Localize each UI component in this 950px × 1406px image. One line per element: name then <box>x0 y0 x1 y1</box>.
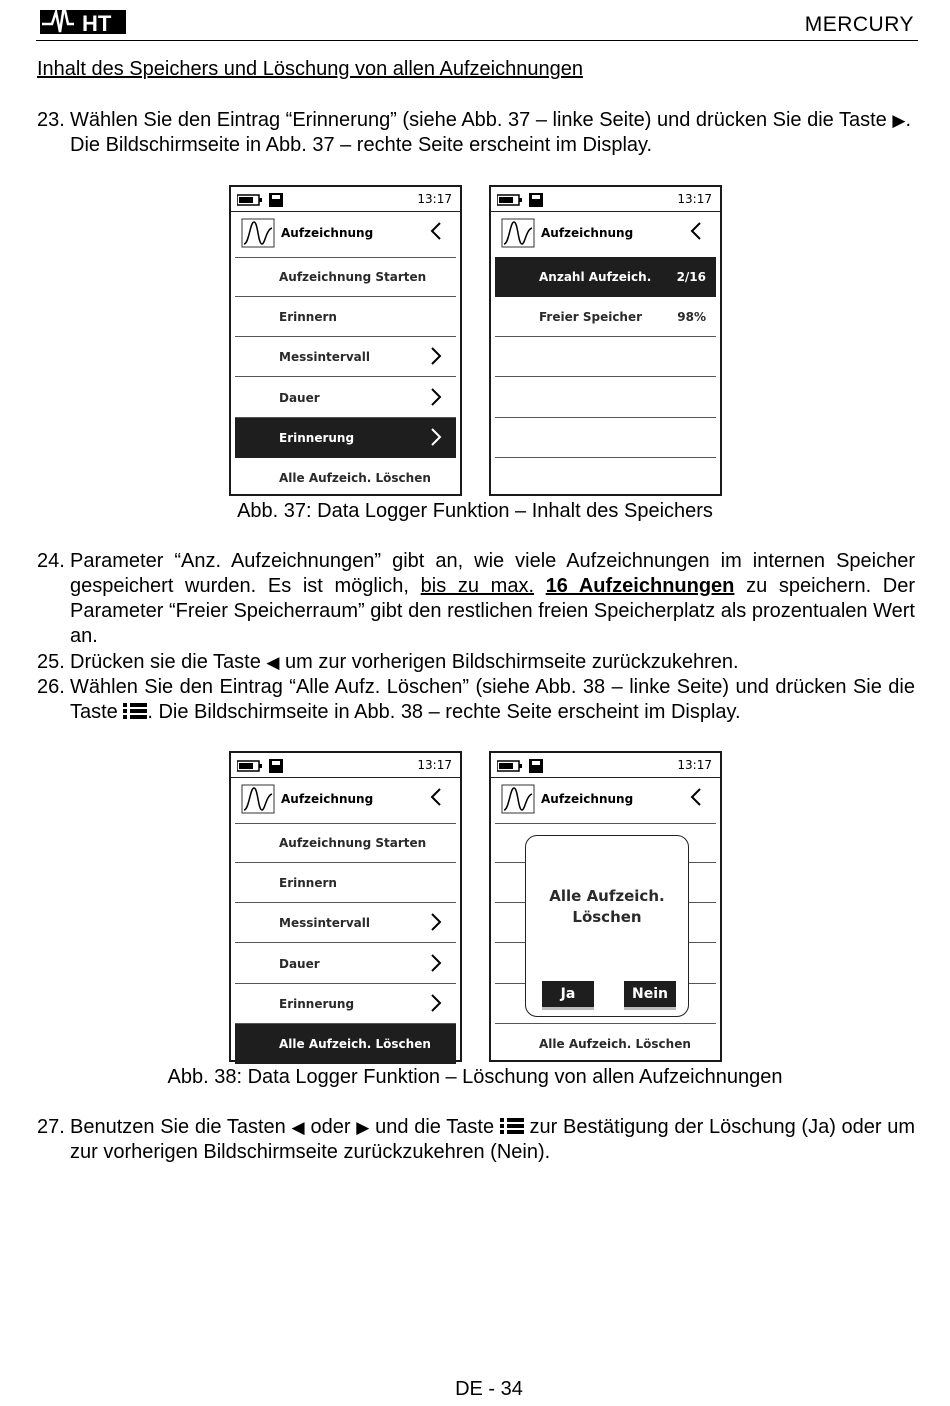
menu-item-label: Dauer <box>279 391 320 405</box>
step-text-or: oder <box>310 1116 351 1138</box>
menu-header <box>235 777 456 824</box>
row-label: Freier Speicher <box>539 310 643 324</box>
fig38-right-screen <box>489 751 722 1062</box>
step-text-cont: . Die Bildschirmseite in Abb. 38 – rechte Seite erscheint im Display. <box>147 701 741 723</box>
bold-underlined-text: 16 Aufzeichnungen <box>545 575 735 597</box>
battery-memory-icon <box>237 193 287 207</box>
menu-title: Aufzeichnung <box>541 792 634 806</box>
brand-text: HT <box>82 11 112 36</box>
section-title: Inhalt des Speichers und Löschung von allen Aufzeichnungen <box>37 58 583 80</box>
menu-item-label: Aufzeichnung Starten <box>279 270 427 284</box>
menu-item-label: Alle Aufzeich. Löschen <box>279 1037 431 1051</box>
step-text: Wählen Sie den Eintrag “Erinnerung” (siehe Abb. 37 – linke Seite) und drücken Sie die Taste <box>70 109 887 131</box>
step-number: 27. <box>37 1116 65 1138</box>
clock: 13:17 <box>417 192 452 206</box>
menu-key-icon <box>500 1117 524 1135</box>
fig37-right-screen <box>489 185 722 496</box>
chevron-right-icon <box>430 953 442 973</box>
menu-item-label: Messintervall <box>279 916 370 930</box>
menu-header <box>235 211 456 258</box>
step-number: 23. <box>37 109 65 131</box>
chevron-right-icon <box>430 427 442 447</box>
step-24 <box>37 549 915 649</box>
empty-row <box>495 418 716 458</box>
battery-memory-icon <box>497 759 547 773</box>
menu-item-label: Alle Aufzeich. Löschen <box>279 471 431 485</box>
menu-item[interactable] <box>235 337 456 377</box>
header-rule <box>36 40 918 41</box>
chevron-right-icon <box>430 387 442 407</box>
fig38-caption: Abb. 38: Data Logger Funktion – Löschung von allen Aufzeichnungen <box>167 1066 783 1088</box>
underlined-text: bis zu max. <box>420 575 535 597</box>
right-arrow-icon: ▶ <box>356 1118 370 1137</box>
menu-title: Aufzeichnung <box>281 792 374 806</box>
left-arrow-icon: ◀ <box>266 653 280 672</box>
clock: 13:17 <box>677 192 712 206</box>
dialog-message <box>526 886 688 928</box>
right-arrow-icon: ▶ <box>892 111 906 130</box>
step-text-and: und die Taste <box>375 1116 495 1138</box>
menu-item-label: Dauer <box>279 957 320 971</box>
confirm-dialog <box>525 835 689 1017</box>
menu-item-label: Alle Aufzeich. Löschen <box>539 1037 691 1051</box>
menu-header <box>495 211 716 258</box>
menu-item[interactable] <box>235 297 456 337</box>
waveform-icon <box>241 784 275 814</box>
chevron-right-icon <box>430 993 442 1013</box>
clock: 13:17 <box>677 758 712 772</box>
dialog-line: Löschen <box>572 908 642 926</box>
ht-logo <box>38 2 130 36</box>
menu-item-label: Aufzeichnung Starten <box>279 836 427 850</box>
menu-item[interactable] <box>235 863 456 903</box>
step-23 <box>37 108 915 158</box>
battery-memory-icon <box>497 193 547 207</box>
fig37-caption: Abb. 37: Data Logger Funktion – Inhalt des Speichers <box>237 500 713 522</box>
menu-item[interactable] <box>235 823 456 863</box>
step-26 <box>37 675 915 725</box>
menu-item-label: Messintervall <box>279 350 370 364</box>
menu-key-icon <box>123 702 147 720</box>
left-arrow-icon: ◀ <box>291 1118 305 1137</box>
step-25 <box>37 650 915 675</box>
step-27 <box>37 1115 915 1165</box>
step-text: Wählen Sie den Eintrag “Alle Aufz. Löschen” (siehe Abb. 38 – linke Seite) und drücken Sie die Taste <box>70 676 915 723</box>
menu-item-label: Erinnerung <box>279 997 355 1011</box>
yes-button[interactable]: Ja <box>542 981 594 1010</box>
row-value: 98% <box>677 310 706 324</box>
step-text-cont: . Die Bildschirmseite in Abb. 37 – rechte Seite erscheint im Display. <box>70 109 911 156</box>
status-bar <box>491 753 720 778</box>
waveform-icon <box>501 784 535 814</box>
menu-item[interactable] <box>235 944 456 984</box>
step-text: Drücken sie die Taste <box>70 651 261 673</box>
step-number: 26. <box>37 676 65 698</box>
menu-header <box>495 777 716 824</box>
menu-item-selected[interactable] <box>235 1024 456 1064</box>
model-name: MERCURY <box>804 13 914 36</box>
menu-item-label: Erinnern <box>279 310 337 324</box>
empty-row <box>495 378 716 418</box>
page-number: DE - 34 <box>455 1378 523 1400</box>
menu-item-selected[interactable] <box>235 418 456 458</box>
step-text: Parameter “Anz. Aufzeichnungen” gibt an, wie viele Aufzeichnungen im internen Speicher gespeichert wurden. Es ist möglich, <box>70 550 915 597</box>
step-text-cont: zu speichern. Der Parameter “Freier Speicherraum” gibt den restlichen freien Speicherplatz als prozentualen Wert an. <box>70 575 916 647</box>
status-bar <box>231 753 460 778</box>
menu-item-label: Erinnern <box>279 876 337 890</box>
row-value: 2/16 <box>676 270 706 284</box>
row-label: Anzahl Aufzeich. <box>539 270 652 284</box>
menu-item[interactable] <box>495 1024 716 1064</box>
menu-item[interactable] <box>235 903 456 943</box>
battery-memory-icon <box>237 759 287 773</box>
waveform-icon <box>241 218 275 248</box>
menu-item[interactable] <box>235 458 456 498</box>
step-number: 25. <box>37 651 65 673</box>
status-bar <box>231 187 460 212</box>
menu-title: Aufzeichnung <box>541 226 634 240</box>
step-text-cont: um zur vorherigen Bildschirmseite zurückzukehren. <box>285 651 739 673</box>
free-memory-row <box>495 297 716 337</box>
back-chevron-icon[interactable] <box>430 221 442 241</box>
menu-item[interactable] <box>235 378 456 418</box>
step-number: 24. <box>37 550 65 572</box>
chevron-right-icon <box>430 346 442 366</box>
empty-row <box>495 337 716 377</box>
chevron-right-icon <box>430 912 442 932</box>
menu-item[interactable] <box>235 257 456 297</box>
no-button[interactable]: Nein <box>624 981 676 1010</box>
dialog-line: Alle Aufzeich. <box>549 887 665 905</box>
fig38-left-screen <box>229 751 462 1062</box>
back-chevron-icon[interactable] <box>690 787 702 807</box>
menu-item[interactable] <box>235 984 456 1024</box>
clock: 13:17 <box>417 758 452 772</box>
back-chevron-icon[interactable] <box>690 221 702 241</box>
status-bar <box>491 187 720 212</box>
menu-title: Aufzeichnung <box>281 226 374 240</box>
waveform-icon <box>501 218 535 248</box>
menu-item-label: Erinnerung <box>279 431 355 445</box>
fig37-left-screen <box>229 185 462 496</box>
step-text: Benutzen Sie die Tasten <box>70 1116 286 1138</box>
back-chevron-icon[interactable] <box>430 787 442 807</box>
record-count-row <box>495 257 716 297</box>
step-text-cont: zur Bestätigung der Löschung (Ja) oder um zur vorherigen Bildschirmseite zurückzukehren (Nein). <box>70 1116 916 1163</box>
